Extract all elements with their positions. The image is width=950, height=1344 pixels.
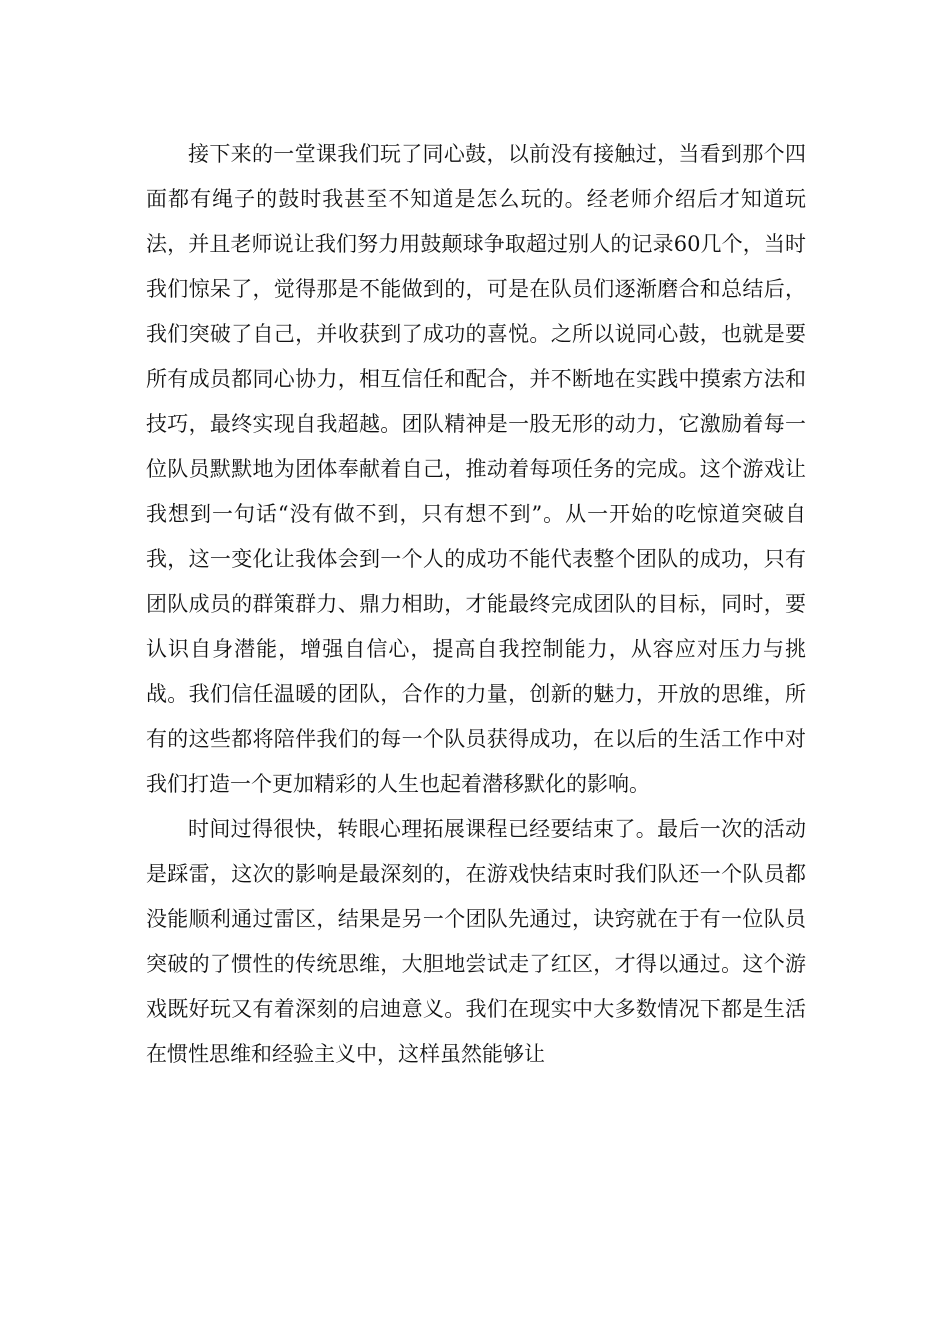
paragraph-2: 时间过得很快，转眼心理拓展课程已经要结束了。最后一次的活动是踩雷，这次的影响是最深刻的，在游戏快结束时我们队还一个队员都没能顺利通过雷区，结果是另一个团队先通过，诀窍就在于有一位队员突破的了惯性的传统思维，大胆地尝试走了红区，才得以通过。这个游戏既好玩又有着深刻的启迪意义。我们在现实中大多数情况下都是生活在惯性思维和经验主义中，这样虽然能够让 (146, 817, 806, 1066)
document-body (146, 132, 806, 1077)
paragraph-1: 接下来的一堂课我们玩了同心鼓，以前没有接触过，当看到那个四面都有绳子的鼓时我甚至不知道是怎么玩的。经老师介绍后才知道玩法，并且老师说让我们努力用鼓颠球争取超过别人的记录60几个，当时我们惊呆了，觉得那是不能做到的，可是在队员们逐渐磨合和总结后，我们突破了自己，并收获到了成功的喜悦。之所以说同心鼓，也就是要所有成员都同心协力，相互信任和配合，并不断地在实践中摸索方法和技巧，最终实现自我超越。团队精神是一股无形的动力，它激励着每一位队员默默地为团体奉献着自己，推动着每项任务的完成。这个游戏让我想到一句话“没有做不到，只有想不到”。从一开始的吃惊道突破自我，这一变化让我体会到一个人的成功不能代表整个团队的成功，只有团队成员的群策群力、鼎力相助，才能最终完成团队的目标，同时，要认识自身潜能，增强自信心，提高自我控制能力，从容应对压力与挑战。我们信任温暖的团队，合作的力量，创新的魅力，开放的思维，所有的这些都将陪伴我们的每一个队员获得成功，在以后的生活工作中对我们打造一个更加精彩的人生也起着潜移默化的影响。 (146, 142, 806, 796)
